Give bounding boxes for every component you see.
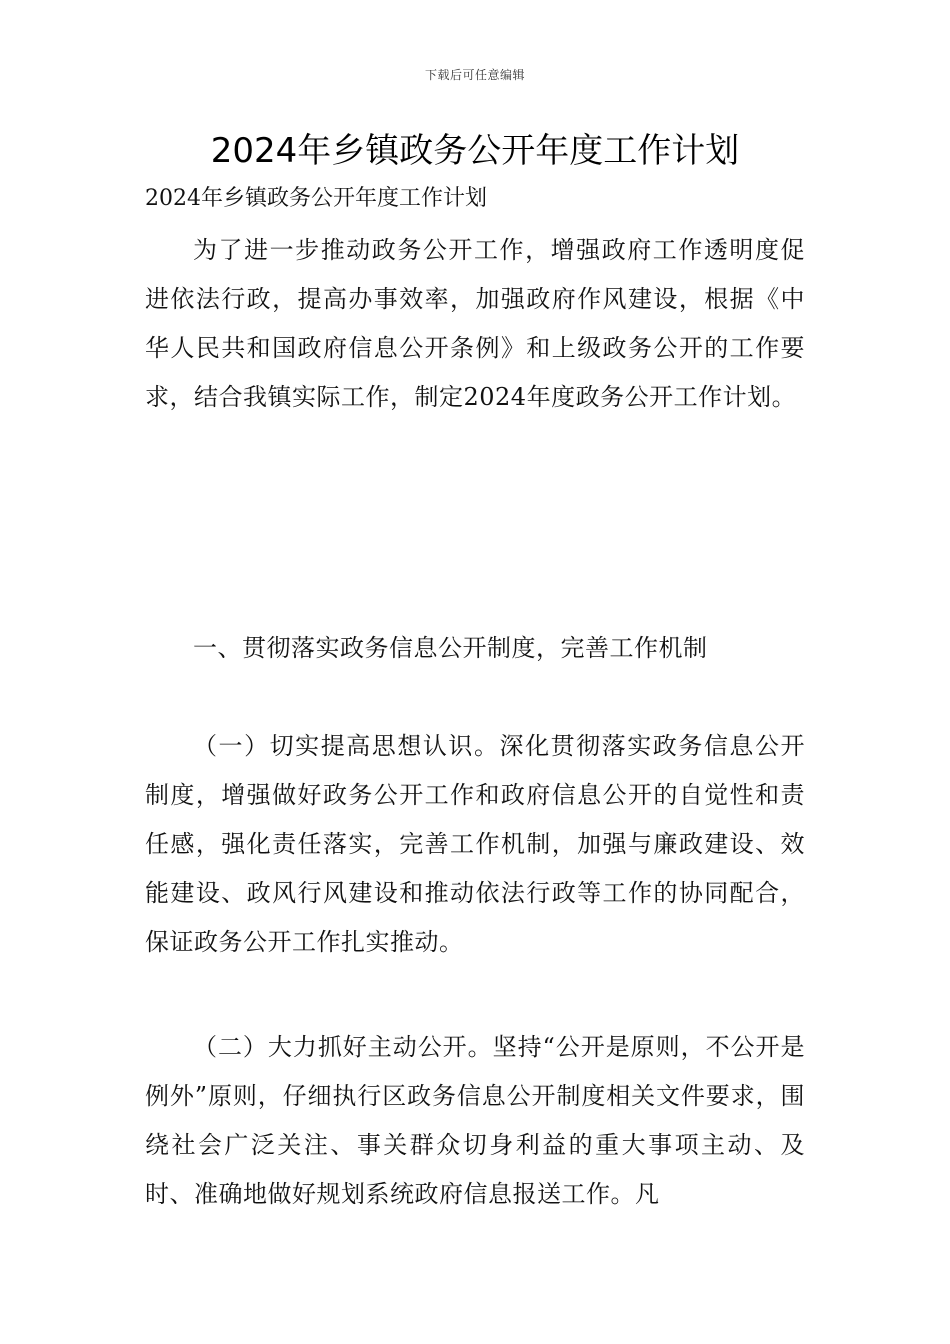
intro-paragraph: 为了进一步推动政务公开工作，增强政府工作透明度促进依法行政，提高办事效率，加强政府作风建设，根据《中华人民共和国政府信息公开条例》和上级政务公开的工作要求，结合我镇实际工作，制定2024年度政务公开工作计划。	[145, 236, 805, 411]
section-1-paragraph-1: （一）切实提高思想认识。深化贯彻落实政务信息公开制度，增强做好政务公开工作和政府信息公开的自觉性和责任感，强化责任落实，完善工作机制，加强与廉政建设、效能建设、政风行风建设和推动依法行政等工作的协同配合，保证政务公开工作扎实推动。	[145, 732, 805, 956]
section-heading-1: 一、贯彻落实政务信息公开制度，完善工作机制	[193, 634, 708, 662]
document-title: 2024年乡镇政务公开年度工作计划	[210, 131, 740, 171]
section-1-paragraph-2: （二）大力抓好主动公开。坚持“公开是原则，不公开是例外”原则，仔细执行区政务信息公开制度相关文件要求，围绕社会广泛关注、事关群众切身利益的重大事项主动、及时、准确地做好规划系统政府信息报送工作。凡	[145, 1033, 805, 1208]
document-subtitle: 2024年乡镇政务公开年度工作计划	[145, 186, 487, 211]
header-note: 下载后可任意编辑	[424, 68, 525, 82]
